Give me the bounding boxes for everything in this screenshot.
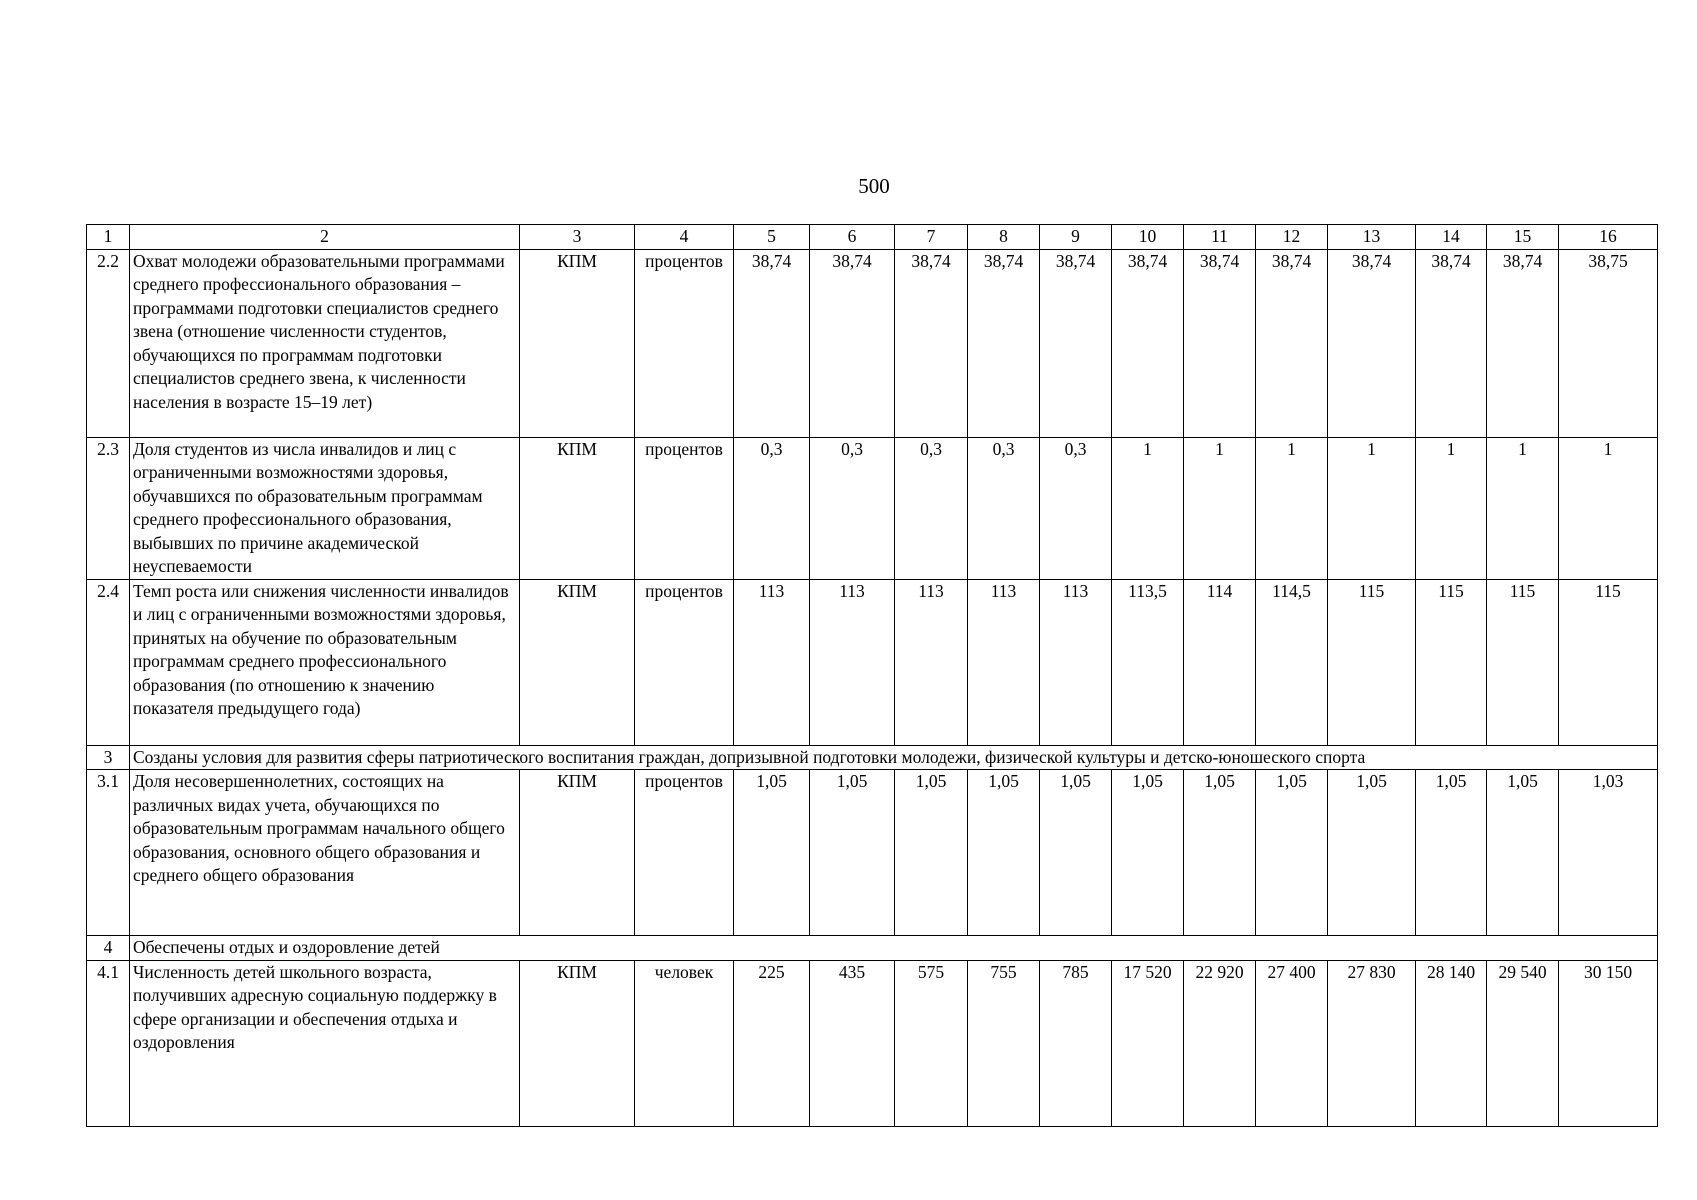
value-cell: 1,05 bbox=[1184, 770, 1256, 936]
value-cell: 114 bbox=[1184, 579, 1256, 745]
value-cell: 1,05 bbox=[1328, 770, 1416, 936]
indicator-type: КПМ bbox=[520, 437, 635, 579]
section-row bbox=[87, 745, 1658, 770]
value-cell: 1 bbox=[1184, 437, 1256, 579]
value-cell: 114,5 bbox=[1256, 579, 1328, 745]
column-header: 7 bbox=[895, 225, 968, 250]
value-cell: 113,5 bbox=[1112, 579, 1184, 745]
indicator-name: Охват молодежи образовательными программами среднего профессионального образования – программами подготовки специалистов среднего звена (отношение численности студентов, обучающихся по программам подготовки специалистов среднего звена, к численности населения в возрасте 15–19 лет) bbox=[130, 249, 520, 437]
section-id: 4 bbox=[87, 936, 130, 961]
value-cell: 38,74 bbox=[1040, 249, 1112, 437]
value-cell: 115 bbox=[1328, 579, 1416, 745]
column-header-row bbox=[87, 225, 1658, 250]
column-header: 4 bbox=[635, 225, 734, 250]
indicator-name: Темп роста или снижения численности инвалидов и лиц с ограниченными возможностями здоровья, принятых на обучение по образовательным программам среднего профессионального образования (по отношению к значению показателя предыдущего года) bbox=[130, 579, 520, 745]
indicator-name: Численность детей школьного возраста, получивших адресную социальную поддержку в сфере организации и обеспечения отдыха и оздоровления bbox=[130, 960, 520, 1126]
value-cell: 575 bbox=[895, 960, 968, 1126]
table-row bbox=[87, 437, 1658, 579]
section-title: Созданы условия для развития сферы патриотического воспитания граждан, допризывной подготовки молодежи, физической культуры и детско-юношеского спорта bbox=[130, 745, 1658, 770]
column-header: 12 bbox=[1256, 225, 1328, 250]
indicator-type: КПМ bbox=[520, 579, 635, 745]
indicator-type: КПМ bbox=[520, 770, 635, 936]
indicators-table bbox=[86, 224, 1658, 1127]
value-cell: 115 bbox=[1559, 579, 1658, 745]
value-cell: 1,05 bbox=[1487, 770, 1559, 936]
value-cell: 1 bbox=[1256, 437, 1328, 579]
value-cell: 1,05 bbox=[895, 770, 968, 936]
indicator-id: 2.4 bbox=[87, 579, 130, 745]
value-cell: 38,74 bbox=[968, 249, 1040, 437]
value-cell: 17 520 bbox=[1112, 960, 1184, 1126]
page-number: 500 bbox=[858, 174, 890, 198]
column-header: 16 bbox=[1559, 225, 1658, 250]
table-row bbox=[87, 579, 1658, 745]
value-cell: 1,03 bbox=[1559, 770, 1658, 936]
value-cell: 38,74 bbox=[734, 249, 810, 437]
column-header: 15 bbox=[1487, 225, 1559, 250]
indicator-name: Доля студентов из числа инвалидов и лиц с ограниченными возможностями здоровья, обучавшихся по образовательным программам среднего профессионального образования, выбывших по причине академической неуспеваемости bbox=[130, 437, 520, 579]
value-cell: 0,3 bbox=[810, 437, 895, 579]
section-row bbox=[87, 936, 1658, 961]
value-cell: 225 bbox=[734, 960, 810, 1126]
column-header: 3 bbox=[520, 225, 635, 250]
value-cell: 113 bbox=[1040, 579, 1112, 745]
value-cell: 38,74 bbox=[895, 249, 968, 437]
value-cell: 38,75 bbox=[1559, 249, 1658, 437]
indicator-unit: процентов bbox=[635, 437, 734, 579]
value-cell: 38,74 bbox=[1112, 249, 1184, 437]
value-cell: 38,74 bbox=[1487, 249, 1559, 437]
indicator-id: 2.2 bbox=[87, 249, 130, 437]
value-cell: 113 bbox=[968, 579, 1040, 745]
value-cell: 38,74 bbox=[810, 249, 895, 437]
column-header: 8 bbox=[968, 225, 1040, 250]
table-row bbox=[87, 770, 1658, 936]
value-cell: 1 bbox=[1559, 437, 1658, 579]
indicator-unit: процентов bbox=[635, 249, 734, 437]
value-cell: 755 bbox=[968, 960, 1040, 1126]
column-header: 1 bbox=[87, 225, 130, 250]
value-cell: 0,3 bbox=[734, 437, 810, 579]
value-cell: 1,05 bbox=[1256, 770, 1328, 936]
value-cell: 38,74 bbox=[1328, 249, 1416, 437]
value-cell: 0,3 bbox=[1040, 437, 1112, 579]
value-cell: 22 920 bbox=[1184, 960, 1256, 1126]
column-header: 9 bbox=[1040, 225, 1112, 250]
indicator-unit: человек bbox=[635, 960, 734, 1126]
table-row bbox=[87, 249, 1658, 437]
column-header: 13 bbox=[1328, 225, 1416, 250]
value-cell: 435 bbox=[810, 960, 895, 1126]
value-cell: 27 400 bbox=[1256, 960, 1328, 1126]
indicator-type: КПМ bbox=[520, 960, 635, 1126]
value-cell: 28 140 bbox=[1416, 960, 1487, 1126]
value-cell: 27 830 bbox=[1328, 960, 1416, 1126]
value-cell: 1 bbox=[1416, 437, 1487, 579]
value-cell: 113 bbox=[810, 579, 895, 745]
value-cell: 1,05 bbox=[734, 770, 810, 936]
value-cell: 29 540 bbox=[1487, 960, 1559, 1126]
value-cell: 1,05 bbox=[968, 770, 1040, 936]
column-header: 14 bbox=[1416, 225, 1487, 250]
value-cell: 0,3 bbox=[895, 437, 968, 579]
value-cell: 1 bbox=[1487, 437, 1559, 579]
value-cell: 113 bbox=[895, 579, 968, 745]
indicator-unit: процентов bbox=[635, 579, 734, 745]
indicator-id: 3.1 bbox=[87, 770, 130, 936]
value-cell: 38,74 bbox=[1256, 249, 1328, 437]
value-cell: 0,3 bbox=[968, 437, 1040, 579]
indicator-unit: процентов bbox=[635, 770, 734, 936]
column-header: 5 bbox=[734, 225, 810, 250]
value-cell: 1 bbox=[1112, 437, 1184, 579]
value-cell: 30 150 bbox=[1559, 960, 1658, 1126]
column-header: 2 bbox=[130, 225, 520, 250]
value-cell: 1 bbox=[1328, 437, 1416, 579]
value-cell: 38,74 bbox=[1416, 249, 1487, 437]
column-header: 11 bbox=[1184, 225, 1256, 250]
indicator-type: КПМ bbox=[520, 249, 635, 437]
value-cell: 785 bbox=[1040, 960, 1112, 1126]
indicator-id: 2.3 bbox=[87, 437, 130, 579]
value-cell: 113 bbox=[734, 579, 810, 745]
indicator-name: Доля несовершеннолетних, состоящих на различных видах учета, обучающихся по образовательным программам начального общего образования, основного общего образования и среднего общего образования bbox=[130, 770, 520, 936]
column-header: 10 bbox=[1112, 225, 1184, 250]
section-title: Обеспечены отдых и оздоровление детей bbox=[130, 936, 1658, 961]
value-cell: 1,05 bbox=[810, 770, 895, 936]
indicator-id: 4.1 bbox=[87, 960, 130, 1126]
value-cell: 1,05 bbox=[1112, 770, 1184, 936]
value-cell: 1,05 bbox=[1040, 770, 1112, 936]
value-cell: 115 bbox=[1416, 579, 1487, 745]
value-cell: 115 bbox=[1487, 579, 1559, 745]
column-header: 6 bbox=[810, 225, 895, 250]
value-cell: 38,74 bbox=[1184, 249, 1256, 437]
table-row bbox=[87, 960, 1658, 1126]
section-id: 3 bbox=[87, 745, 130, 770]
value-cell: 1,05 bbox=[1416, 770, 1487, 936]
